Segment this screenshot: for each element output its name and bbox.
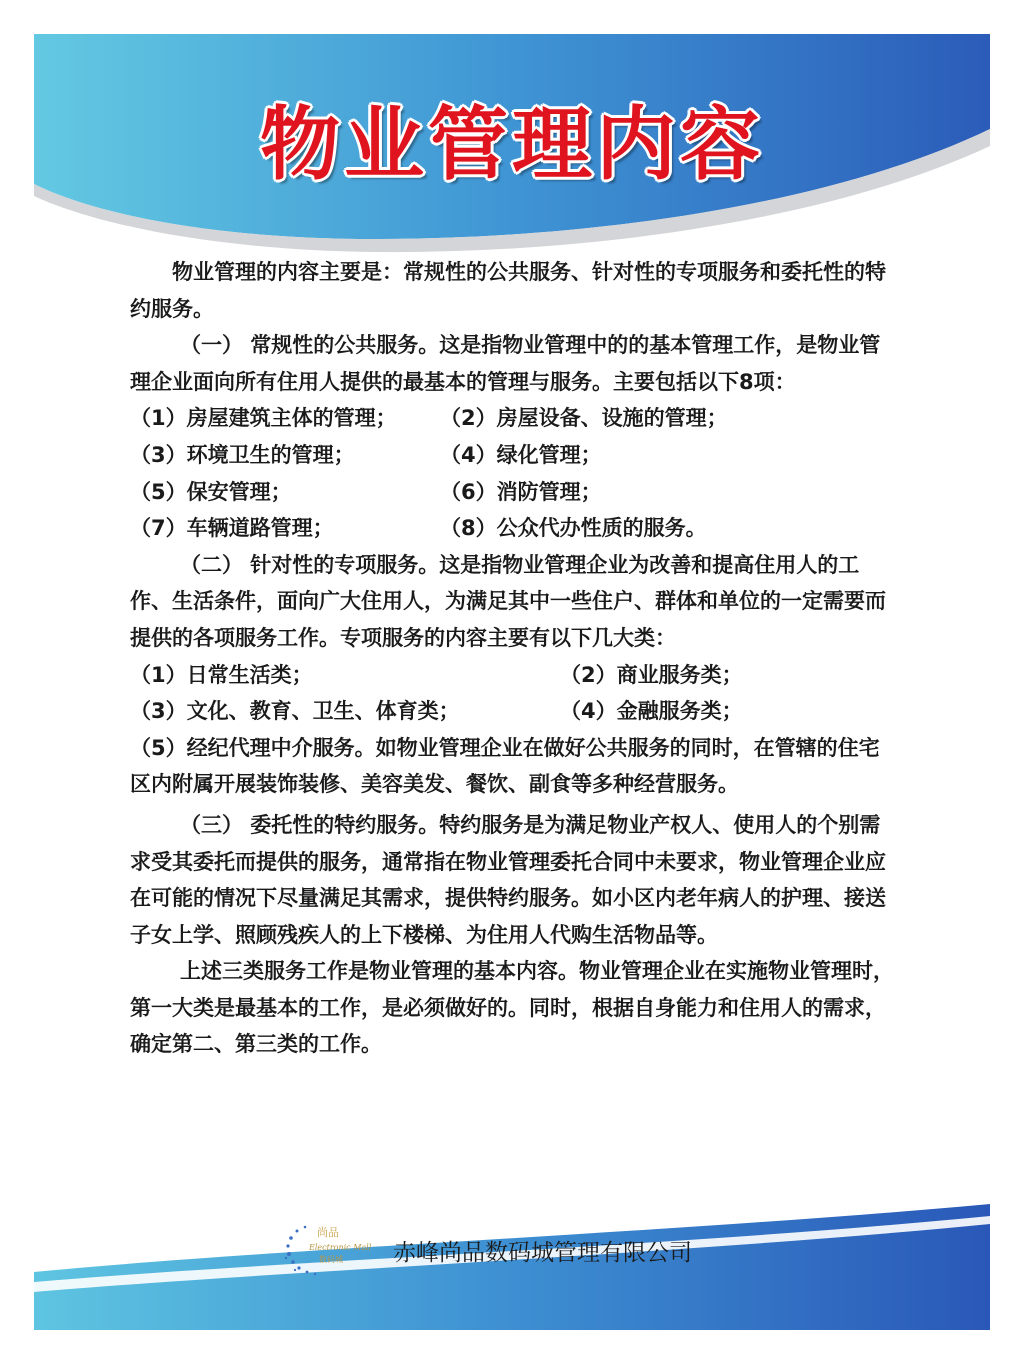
- section-2-item-5: （5）经纪代理中介服务。如物业管理企业在做好公共服务的同时，在管辖的住宅区内附属开展装饰装修、美容美发、餐饮、副食等多种经营服务。: [130, 735, 880, 797]
- list-item: （1）房屋建筑主体的管理；: [130, 406, 397, 431]
- section-3-paragraph: （三） 委托性的特约服务。特约服务是为满足物业产权人、使用人的个别需求受其委托而提供的服务，通常指在物业管理委托合同中未要求，物业管理企业应在可能的情况下尽量满足其需求，提供特约服务。如小区内老年病人的护理、接送子女上学、照顾残疾人的上下楼梯、为住用人代购生活物品等。: [130, 812, 886, 947]
- list-item: （3）环境卫生的管理；: [130, 442, 355, 467]
- section-2-row: [130, 693, 900, 730]
- company-name: 赤峰尚品数码城管理有限公司: [393, 1239, 692, 1266]
- list-item: （8）公众代办性质的服务。: [440, 516, 707, 541]
- intro-paragraph: 物业管理的内容主要是：常规性的公共服务、针对性的专项服务和委托性的特约服务。: [130, 260, 886, 321]
- section-2-row: [130, 657, 900, 694]
- company-logo: [279, 1220, 389, 1280]
- svg-text:数码城: 数码城: [319, 1255, 343, 1264]
- content-body: [130, 254, 900, 1063]
- svg-text:Electronic Mall: Electronic Mall: [309, 1243, 372, 1252]
- list-item: （2）商业服务类；: [560, 662, 743, 687]
- list-item: （6）消防管理；: [440, 479, 602, 504]
- list-item: （4）绿化管理；: [440, 442, 602, 467]
- list-item: （2）房屋设备、设施的管理；: [440, 406, 728, 431]
- footer: [279, 1220, 692, 1280]
- list-item: （4）金融服务类；: [560, 699, 743, 724]
- section-1-row: [130, 474, 900, 511]
- star-ring-logo-icon: [279, 1220, 389, 1280]
- list-item: （3）文化、教育、卫生、体育类；: [130, 699, 460, 724]
- section-1-row: [130, 510, 900, 547]
- list-item: （5）保安管理；: [130, 479, 292, 504]
- list-item: （1）日常生活类；: [130, 662, 313, 687]
- section-1-row: [130, 400, 900, 437]
- section-1-row: [130, 437, 900, 474]
- section-1-paragraph: （一） 常规性的公共服务。这是指物业管理中的的基本管理工作，是物业管理企业面向所有住用人提供的最基本的管理与服务。主要包括以下8项：: [130, 333, 881, 394]
- section-2-paragraph: （二） 针对性的专项服务。这是指物业管理企业为改善和提高住用人的工作、生活条件，面向广大住用人，为满足其中一些住户、群体和单位的一定需要而提供的各项服务工作。专项服务的内容主要有以下几大类：: [130, 552, 886, 650]
- poster: [34, 34, 990, 1330]
- page-title: 物业管理内容: [260, 97, 764, 191]
- conclusion-paragraph: 上述三类服务工作是物业管理的基本内容。物业管理企业在实施物业管理时，第一大类是最基本的工作，是必须做好的。同时，根据自身能力和住用人的需求，确定第二、第三类的工作。: [130, 959, 894, 1057]
- svg-text:尚品: 尚品: [317, 1226, 339, 1239]
- list-item: （7）车辆道路管理；: [130, 516, 334, 541]
